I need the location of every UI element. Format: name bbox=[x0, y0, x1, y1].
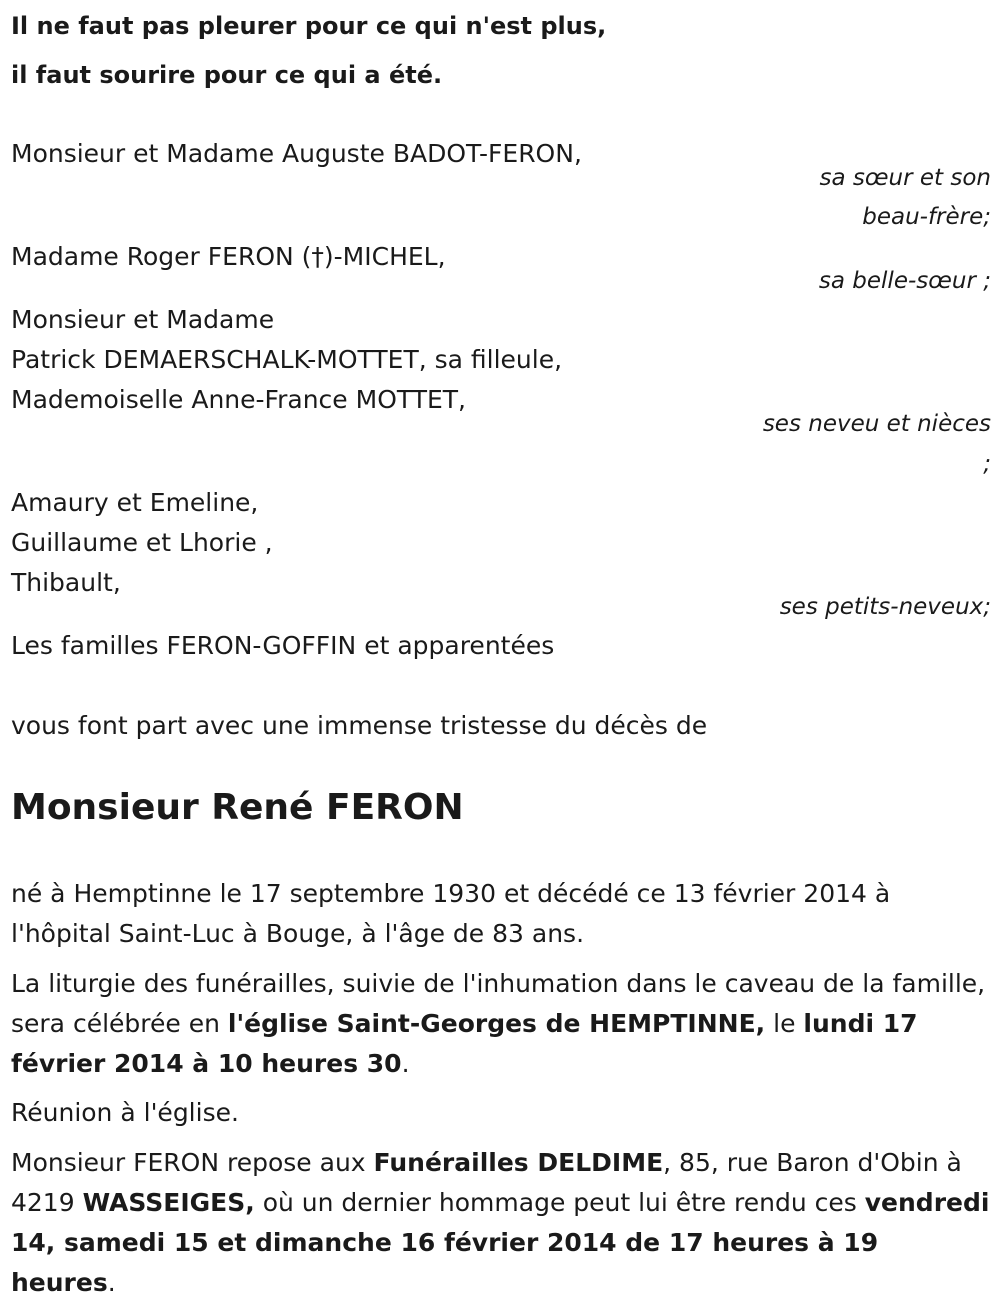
quote-line-2: il faut sourire pour ce qui a été. bbox=[11, 61, 443, 89]
liturgy-paragraph bbox=[11, 964, 991, 1084]
niece-line-2: Patrick DEMAERSCHALK-MOTTET, sa filleule, bbox=[11, 345, 563, 374]
sister-role-line-1: sa sœur et son bbox=[819, 165, 991, 191]
sisterinlaw-name: Madame Roger FERON (†)-MICHEL, bbox=[11, 242, 446, 271]
sister-role-line-2: beau-frère; bbox=[862, 204, 991, 230]
visitation-paragraph bbox=[11, 1143, 991, 1303]
funeral-home: Funérailles DELDIME bbox=[373, 1148, 664, 1177]
announcement-line: vous font part avec une immense tristesse du décès de bbox=[11, 711, 708, 740]
visitation-text-4: . bbox=[107, 1268, 116, 1297]
liturgy-text-2: le bbox=[765, 1009, 804, 1038]
grandnephew-line-2: Guillaume et Lhorie , bbox=[11, 528, 273, 557]
families-line: Les familles FERON-GOFFIN et apparentées bbox=[11, 631, 555, 660]
niece-role-line-2: ; bbox=[983, 451, 991, 477]
birth-line-1: né à Hemptinne le 17 septembre 1930 et décédé ce 13 février 2014 à bbox=[11, 879, 891, 908]
visitation-text-2: , 85, rue Baron d'Obin à 4219 bbox=[11, 1148, 962, 1217]
niece-line-3: Mademoiselle Anne-France MOTTET, bbox=[11, 385, 466, 414]
grandnephew-line-1: Amaury et Emeline, bbox=[11, 488, 259, 517]
church-name: l'église Saint-Georges de HEMPTINNE, bbox=[227, 1009, 766, 1038]
grandnephew-role: ses petits-neveux; bbox=[779, 594, 991, 620]
niece-role-line-1: ses neveu et nièces bbox=[762, 411, 991, 437]
meeting-line: Réunion à l'église. bbox=[11, 1098, 239, 1127]
birth-line-2: l'hôpital Saint-Luc à Bouge, à l'âge de 83 ans. bbox=[11, 919, 585, 948]
birth-paragraph bbox=[11, 874, 991, 954]
sisterinlaw-role: sa belle-sœur ; bbox=[818, 268, 991, 294]
grandnephew-line-3: Thibault, bbox=[11, 568, 121, 597]
quote-line-1: Il ne faut pas pleurer pour ce qui n'est plus, bbox=[11, 12, 607, 40]
deceased-name: Monsieur René FERON bbox=[11, 787, 464, 828]
sister-name: Monsieur et Madame Auguste BADOT-FERON, bbox=[11, 139, 582, 168]
liturgy-text-3: . bbox=[401, 1049, 410, 1078]
visitation-dates: vendredi 14, samedi 15 et dimanche 16 février 2014 de 17 heures à 19 heures bbox=[11, 1188, 990, 1297]
town-name: WASSEIGES, bbox=[82, 1188, 255, 1217]
niece-line-1: Monsieur et Madame bbox=[11, 305, 275, 334]
liturgy-text-1: La liturgie des funérailles, suivie de l'inhumation dans le caveau de la famille, sera célébrée en bbox=[11, 969, 986, 1038]
visitation-text-3: où un dernier hommage peut lui être rendu ces bbox=[254, 1188, 865, 1217]
visitation-text-1: Monsieur FERON repose aux bbox=[11, 1148, 374, 1177]
funeral-date: lundi 17 février 2014 à 10 heures 30 bbox=[11, 1009, 918, 1078]
